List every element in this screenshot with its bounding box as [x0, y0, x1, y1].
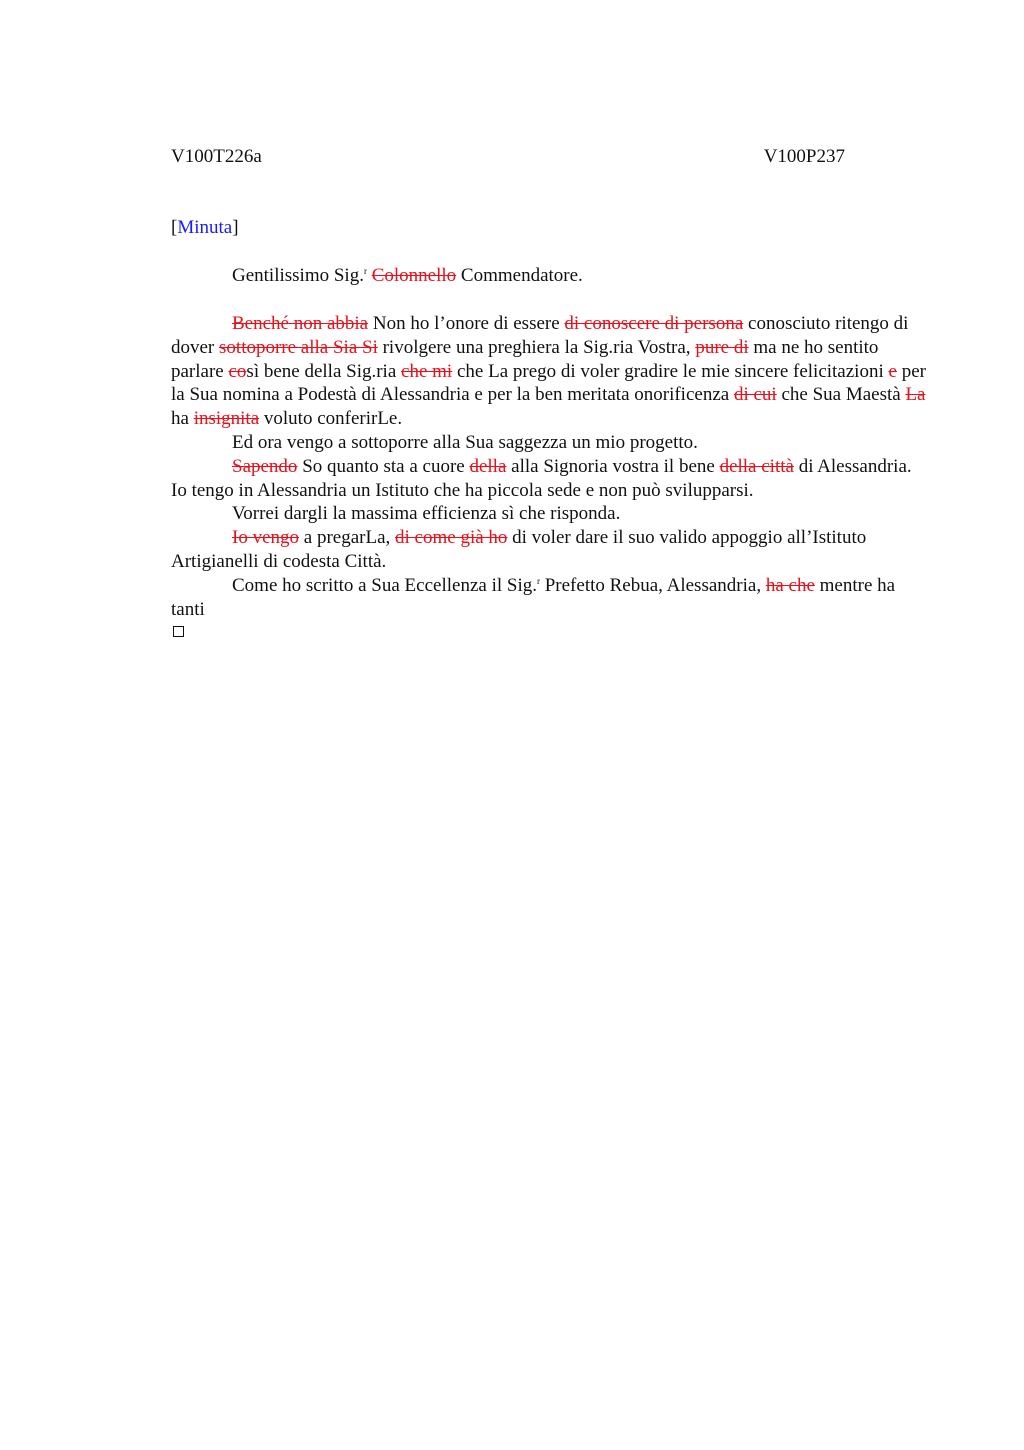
deleted-text: di come già ho: [395, 527, 508, 549]
paragraph-5: [171, 526, 931, 574]
salutation-sup: r: [363, 266, 367, 276]
salutation-start: Gentilissimo Sig.: [232, 265, 364, 286]
deleted-text: Colonnello: [371, 265, 457, 286]
paragraph-2: [171, 431, 931, 455]
body-text: Non ho l’onore di essere: [368, 313, 565, 334]
deleted-text: della: [469, 455, 507, 477]
deleted-text: pure di: [695, 336, 749, 358]
deleted-text: sottoporre alla Sia Si: [219, 336, 378, 358]
body-text: Come ho scritto a Sua Eccellenza il Sig.: [232, 574, 537, 596]
superscript: r: [536, 575, 540, 586]
bracket-close: ]: [232, 217, 239, 238]
deleted-text: co: [228, 360, 247, 382]
deleted-text: Benché non abbia: [232, 313, 369, 334]
minuta-text: Minuta: [177, 217, 233, 238]
body-text: di voler dare il suo valido appoggio all’Istituto Artigianelli di codesta Città.: [171, 527, 867, 572]
body-text: voluto conferirLe.: [259, 408, 403, 430]
paragraph-1: [171, 312, 931, 431]
minuta-label: [171, 217, 239, 239]
paragraph-3: [171, 455, 931, 503]
body-text: conosciuto ritengo di dover: [171, 313, 909, 358]
deleted-text: della città: [719, 455, 794, 477]
box-icon: [173, 626, 184, 637]
deleted-text: ha che: [765, 574, 815, 596]
deleted-text: La: [905, 384, 926, 406]
body-text: sì bene della Sig.ria: [246, 360, 402, 382]
deleted-text: insignita: [193, 408, 260, 430]
body-text: Ed ora vengo a sottoporre alla Sua saggezza un mio progetto.: [232, 431, 698, 453]
body-text: ha: [171, 408, 194, 430]
deleted-text: di conoscere di persona: [564, 313, 744, 334]
deleted-text: e: [888, 360, 897, 382]
salutation-end: Commendatore.: [456, 265, 583, 286]
deleted-text: di cui: [733, 384, 777, 406]
body-text: rivolgere una preghiera la Sig.ria Vostra,: [377, 336, 696, 358]
paragraph-4: [171, 502, 931, 526]
letter-body: [171, 312, 931, 621]
body-text: che La prego di voler gradire le mie sincere felicitazioni: [452, 360, 889, 382]
deleted-text: che mi: [401, 360, 453, 382]
body-text: di Alessandria. Io tengo in Alessandria un Istituto che ha piccola sede e non può svilupparsi.: [171, 455, 912, 501]
document-header: [171, 146, 845, 172]
body-text: Prefetto Rebua, Alessandria,: [539, 574, 766, 596]
body-text: che Sua Maestà: [776, 384, 906, 406]
body-text: ma ne ho sentito parlare: [171, 336, 879, 382]
body-text: So quanto sta a cuore: [297, 455, 470, 477]
deleted-text: Io vengo: [232, 527, 300, 549]
bracket-open: [: [171, 217, 178, 238]
document-code-left: V100T226a: [171, 146, 262, 167]
body-text: Vorrei dargli la massima efficienza sì che risponda.: [232, 503, 621, 525]
body-text: a pregarLa,: [299, 527, 396, 549]
salutation: [232, 265, 583, 287]
paragraph-6: [171, 574, 931, 622]
body-text: per la Sua nomina a Podestà di Alessandria e per la ben meritata onorificenza: [171, 360, 926, 406]
deleted-text: Sapendo: [232, 455, 298, 477]
body-text: alla Signoria vostra il bene: [506, 455, 720, 477]
document-code-right: V100P237: [763, 146, 845, 167]
body-text: mentre ha tanti: [171, 574, 896, 620]
